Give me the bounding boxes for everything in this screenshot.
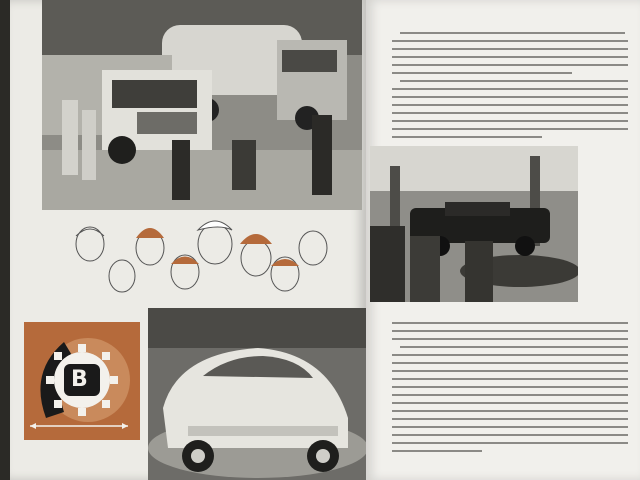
limousine-display-photo	[370, 146, 578, 302]
photo-caption	[583, 150, 635, 230]
trucks-photo	[42, 0, 362, 210]
gear-b-logo	[24, 322, 140, 440]
text-lines-top	[392, 32, 632, 140]
logo-letter: B	[71, 367, 88, 392]
sedan-exhibit-photo	[148, 308, 366, 480]
faces-illustration	[70, 214, 332, 304]
text-lines-bottom	[392, 322, 632, 462]
